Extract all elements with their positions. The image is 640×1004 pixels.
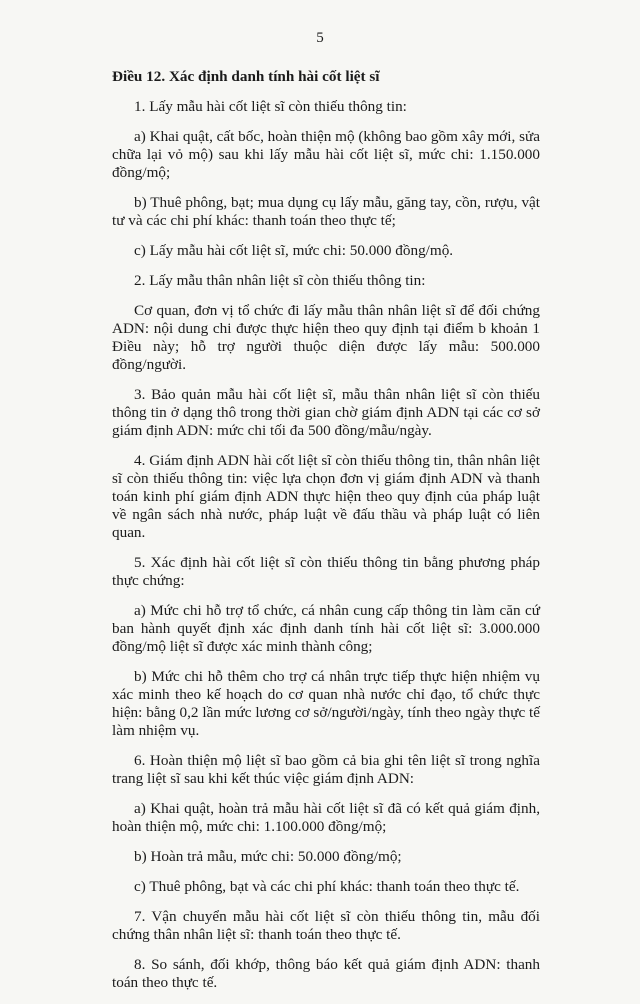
paragraph: c) Thuê phông, bạt và các chi phí khác: thanh toán theo thực tế.: [134, 878, 520, 895]
paragraph: b) Hoàn trả mẫu, mức chi: 50.000 đồng/mộ;: [134, 848, 402, 865]
paragraph: 7. Vận chuyển mẫu hài cốt liệt sĩ còn thiếu thông tin, mẫu đối chứng thân nhân liệt sĩ: thanh toán theo thực tế.: [112, 908, 540, 943]
paragraph: b) Thuê phông, bạt; mua dụng cụ lấy mẫu, găng tay, cồn, rượu, vật tư và các chi phí khác: thanh toán theo thực tế;: [112, 194, 540, 229]
paragraph: b) Mức chi hỗ thêm cho trợ cá nhân trực tiếp thực hiện nhiệm vụ xác minh theo kế hoạch do cơ quan nhà nước chỉ đạo, tổ chức thực hiện: bằng 0,2 lần mức lương cơ sở/người/ngày, tính theo ngày thực tế làm nhiệm vụ.: [112, 668, 540, 739]
paragraph: c) Lấy mẫu hài cốt liệt sĩ, mức chi: 50.000 đồng/mộ.: [134, 242, 454, 259]
article-heading: Điều 12. Xác định danh tính hài cốt liệt sĩ: [112, 68, 380, 85]
paragraph: a) Mức chi hỗ trợ tổ chức, cá nhân cung cấp thông tin làm căn cứ ban hành quyết định xác định danh tính hài cốt liệt sĩ: 3.000.000 đồng/mộ liệt sĩ được xác minh thành công;: [112, 602, 540, 655]
paragraph: 6. Hoàn thiện mộ liệt sĩ bao gồm cả bia ghi tên liệt sĩ trong nghĩa trang liệt sĩ sau khi kết thúc việc giám định ADN:: [112, 752, 540, 787]
article-body: [112, 68, 540, 1004]
paragraph: 5. Xác định hài cốt liệt sĩ còn thiếu thông tin bằng phương pháp thực chứng:: [112, 554, 540, 589]
paragraph: a) Khai quật, hoàn trả mẫu hài cốt liệt sĩ đã có kết quả giám định, hoàn thiện mộ, mức chi: 1.100.000 đồng/mộ;: [112, 800, 540, 835]
paragraph: 8. So sánh, đối khớp, thông báo kết quả giám định ADN: thanh toán theo thực tế.: [112, 956, 540, 991]
paragraph: 3. Bảo quản mẫu hài cốt liệt sĩ, mẫu thân nhân liệt sĩ còn thiếu thông tin ở dạng thô trong thời gian chờ giám định ADN tại các cơ sở giám định ADN: mức chi tối đa 500 đồng/mẫu/ngày.: [112, 386, 540, 439]
paragraph: 4. Giám định ADN hài cốt liệt sĩ còn thiếu thông tin, thân nhân liệt sĩ còn thiếu thông tin: việc lựa chọn đơn vị giám định ADN và thanh toán kinh phí giám định ADN thực hiện theo quy định của pháp luật về ngân sách nhà nước, pháp luật về đấu thầu và pháp luật có liên quan.: [112, 452, 540, 541]
paragraph: 2. Lấy mẫu thân nhân liệt sĩ còn thiếu thông tin:: [134, 272, 426, 289]
paragraph: a) Khai quật, cất bốc, hoàn thiện mộ (không bao gồm xây mới, sửa chữa lại vỏ mộ) sau khi lấy mẫu hài cốt liệt sĩ, mức chi: 1.150.000 đồng/mộ;: [112, 128, 540, 181]
paragraph: 1. Lấy mẫu hài cốt liệt sĩ còn thiếu thông tin:: [134, 98, 407, 115]
page-number: 5: [316, 30, 324, 46]
paragraph: Cơ quan, đơn vị tổ chức đi lấy mẫu thân nhân liệt sĩ để đối chứng ADN: nội dung chi được thực hiện theo quy định tại điểm b khoản 1 Điều này; hỗ trợ người thuộc diện được lấy mẫu: 500.000 đồng/người.: [112, 302, 540, 373]
